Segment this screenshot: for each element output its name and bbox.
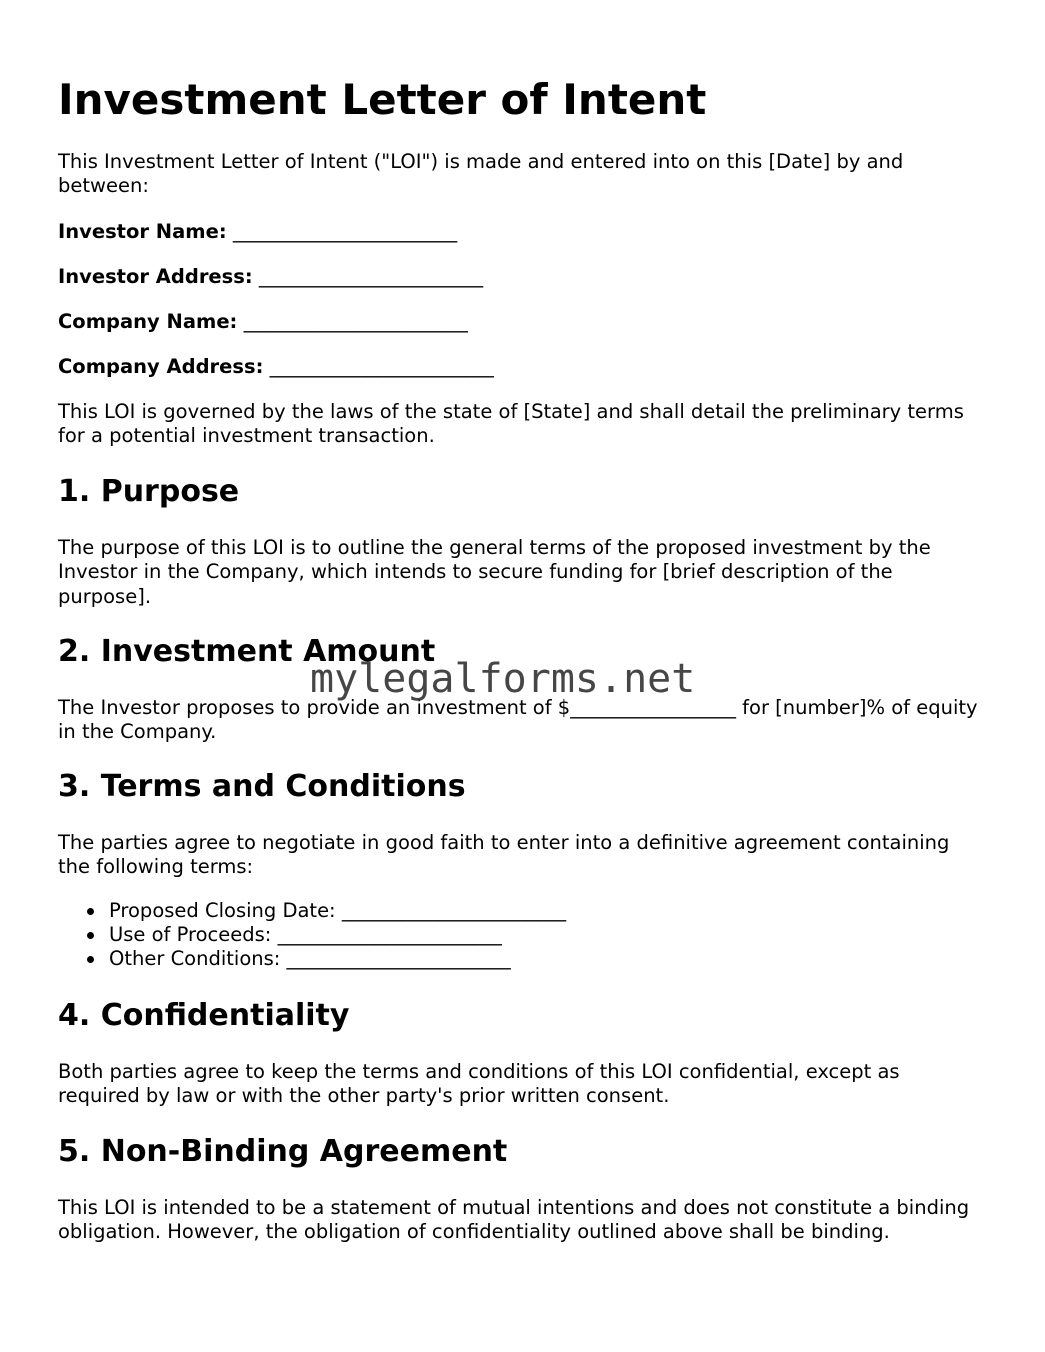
investor-name-field	[58, 220, 457, 244]
investor-address-field	[58, 265, 483, 289]
term-use-of-proceeds: Use of Proceeds: _______________________	[109, 923, 502, 947]
list-item	[109, 947, 566, 971]
bullet-icon	[87, 908, 94, 915]
list-item	[109, 923, 566, 947]
section-body-terms: The parties agree to negotiate in good faith to enter into a definitive agreement containing the following terms:	[58, 831, 950, 879]
company-address-blank: _______________________	[269, 355, 494, 378]
terms-list	[58, 899, 566, 972]
section-heading-non-binding: 5. Non-Binding Agreement	[58, 1134, 508, 1169]
term-other-conditions: Other Conditions: _______________________	[109, 947, 511, 971]
bullet-icon	[87, 956, 94, 963]
investor-name-label: Investor Name:	[58, 220, 227, 243]
company-name-field	[58, 310, 468, 334]
investor-address-blank: _______________________	[258, 265, 484, 288]
company-address-field	[58, 355, 494, 379]
company-name-blank: _______________________	[243, 310, 468, 333]
term-closing-date: Proposed Closing Date: _______________________	[109, 899, 567, 922]
section-heading-purpose: 1. Purpose	[58, 474, 240, 509]
bullet-icon	[87, 932, 94, 939]
list-item	[109, 899, 566, 923]
section-heading-confidentiality: 4. Confidentiality	[58, 998, 350, 1033]
company-address-label: Company Address:	[58, 355, 264, 378]
section-heading-investment-amount: 2. Investment Amount	[58, 634, 436, 669]
section-body-purpose: The purpose of this LOI is to outline the general terms of the proposed investment by the Investor in the Company, which intends to secure funding for [brief description of the purpose].	[58, 536, 931, 608]
investor-name-blank: _______________________	[232, 220, 458, 243]
section-body-confidentiality: Both parties agree to keep the terms and conditions of this LOI confidential, except as required by law or with the other party's prior written consent.	[58, 1060, 900, 1108]
company-name-label: Company Name:	[58, 310, 238, 333]
intro-paragraph: This Investment Letter of Intent ("LOI") is made and entered into on this [Date] by and between:	[58, 150, 904, 198]
watermark-text: mylegalforms.net	[310, 656, 696, 702]
governing-law-paragraph: This LOI is governed by the laws of the state of [State] and shall detail the preliminary terms for a potential investment transaction.	[58, 400, 964, 448]
section-body-investment-amount: The Investor proposes to provide an investment of $_________________ for [number]% of equity in the Company.	[58, 696, 978, 744]
investor-address-label: Investor Address:	[58, 265, 253, 288]
section-body-non-binding: This LOI is intended to be a statement of mutual intentions and does not constitute a binding obligation. However, the obligation of confidentiality outlined above shall be binding.	[58, 1196, 970, 1244]
section-heading-terms: 3. Terms and Conditions	[58, 769, 466, 804]
document-title: Investment Letter of Intent	[58, 75, 707, 124]
